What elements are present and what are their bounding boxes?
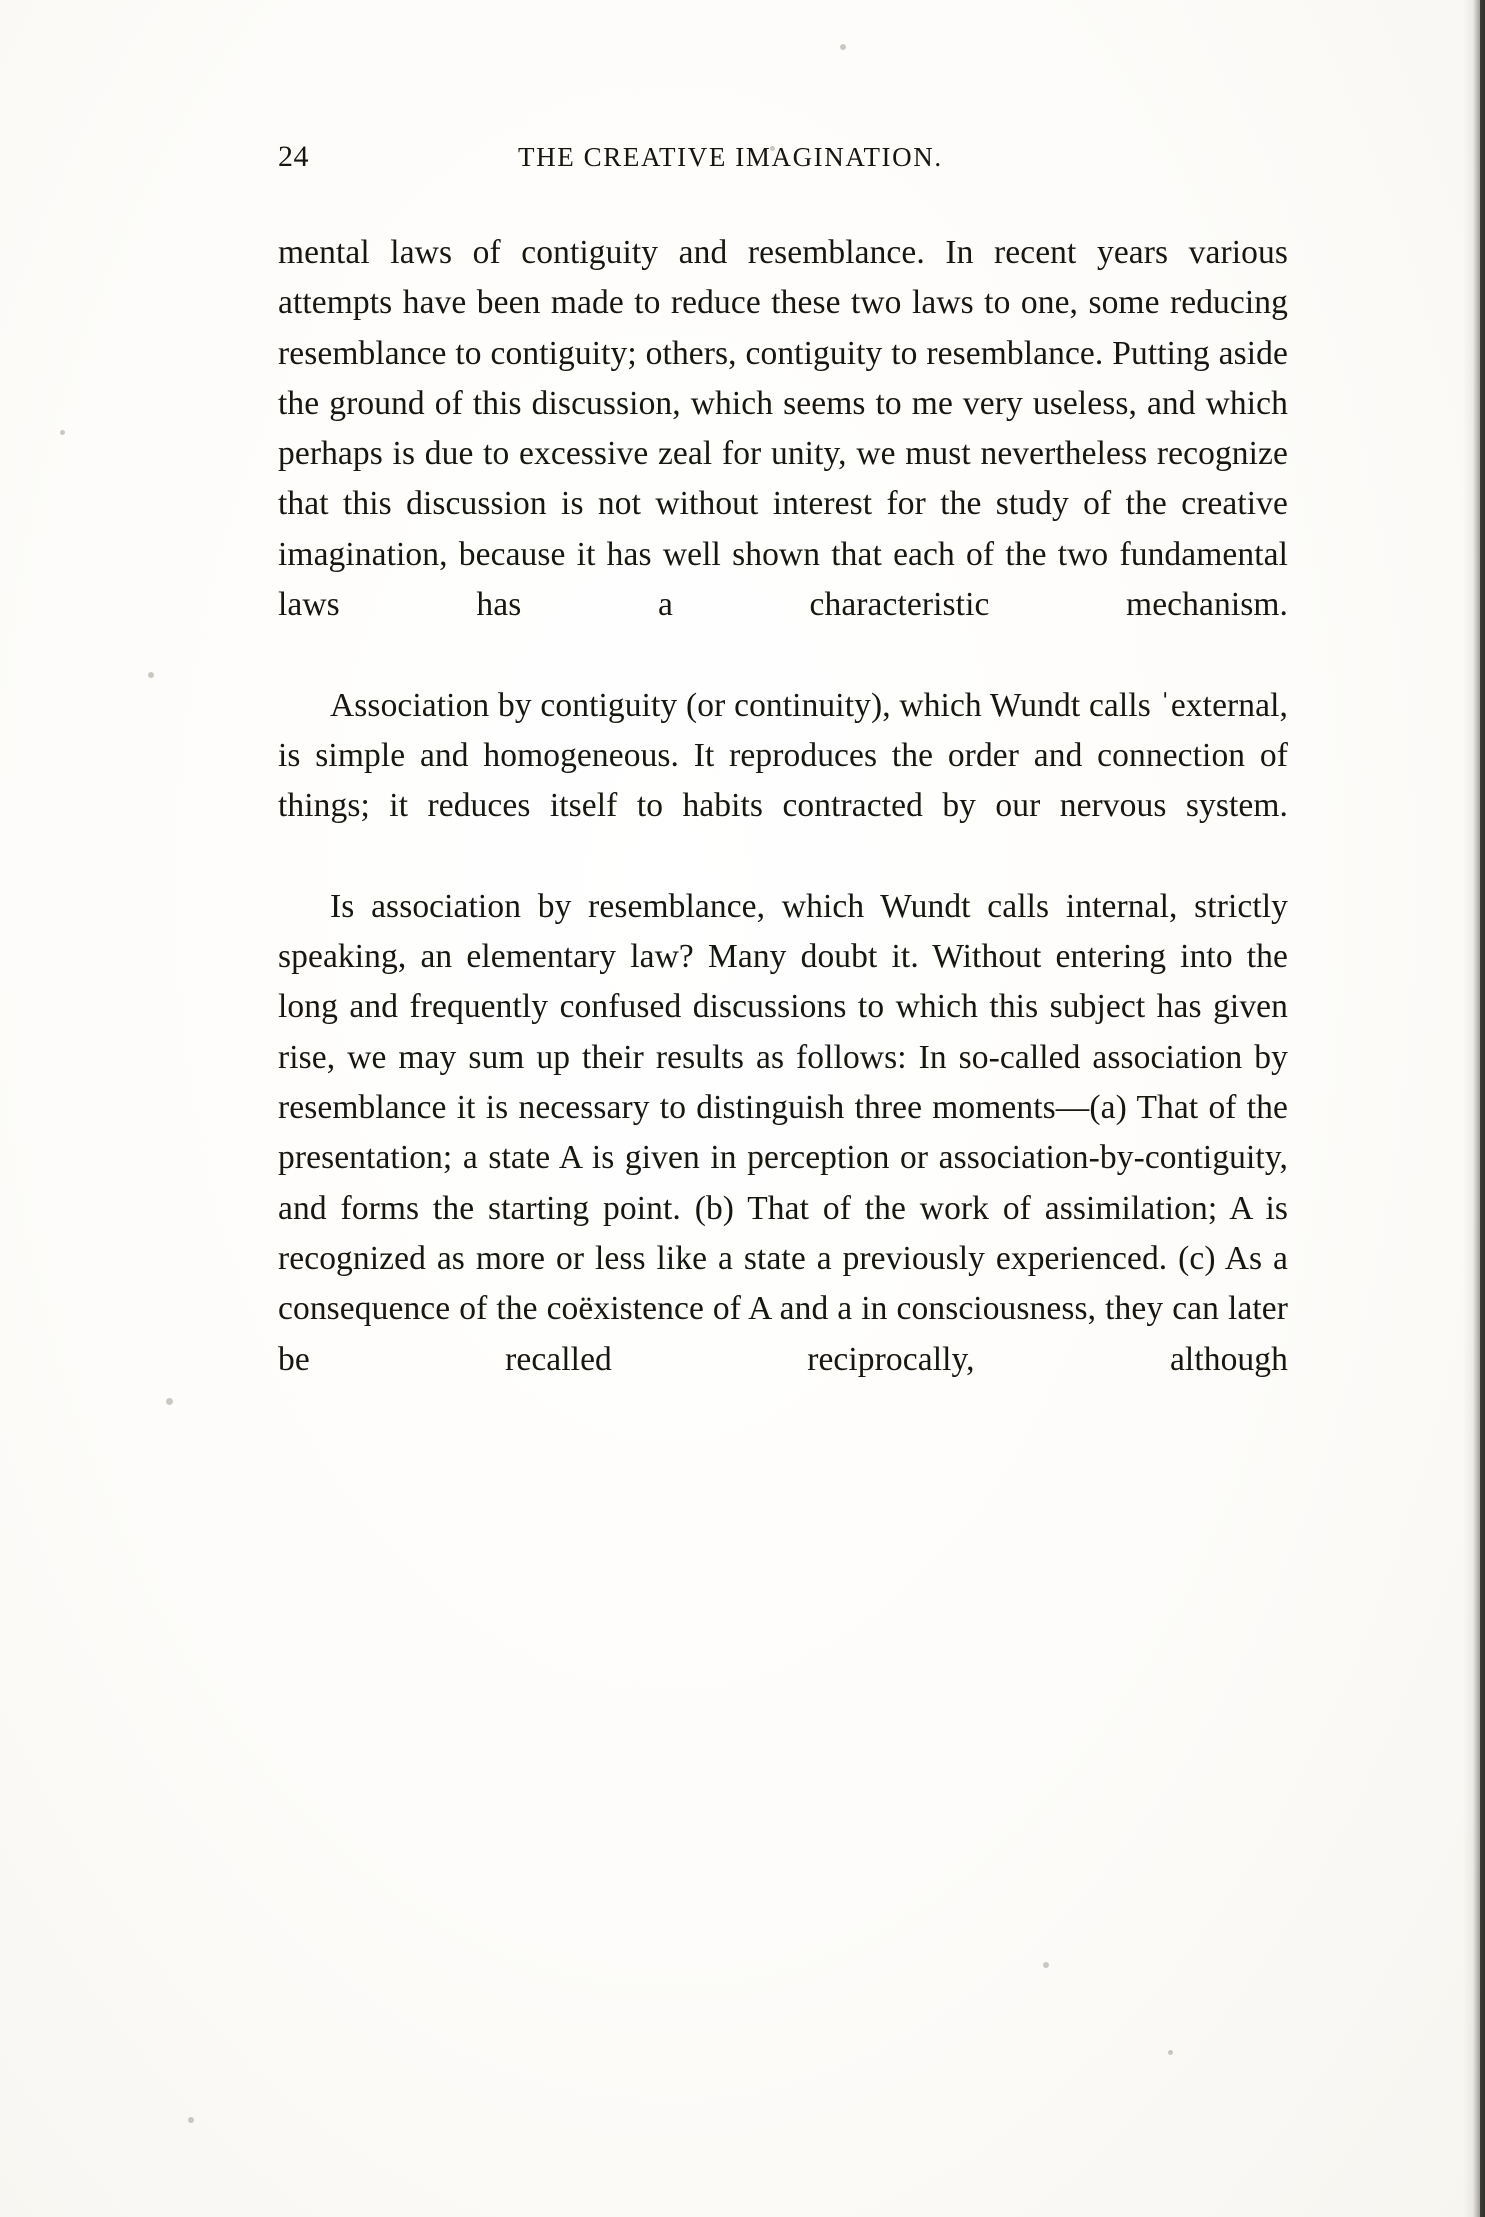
scan-speck [1043,1962,1049,1968]
body-text [278,228,1288,1435]
paragraph: Association by contiguity (or continuity), which Wundt calls ˈexternal, is simple and homogeneous. It reproduces the order and connection of things; it reduces itself to habits contracted by our nervous system. [278,686,1288,825]
paragraph: Is association by resemblance, which Wundt calls internal, strictly speaking, an elementary law? Many doubt it. Without entering into the long and frequently confused discussions to which this subject has given rise, we may sum up their results as follows: In so-called association by resemblance it is necessary to distinguish three moments—(a) That of the presentation; a state A is given in perception or association-by-contiguity, and forms the starting point. (b) That of the work of assimilation; A is recognized as more or less like a state a previously experienced. (c) As a consequence of the coëxistence of A and a in consciousness, they can later be recalled reciprocally, although [278,887,1288,1378]
scan-speck [1168,2050,1173,2055]
book-title-header: THE CREATIVE IMAGINATION. [518,142,943,172]
page-number: 24 [278,140,309,173]
scan-speck [166,1398,173,1405]
paragraph: mental laws of contiguity and resemblance. In recent years various attempts have been made to reduce these two laws to one, some reducing resemblance to contiguity; others, contiguity to resemblance. Putting aside the ground of this discussion, which seems to me very useless, and which perhaps is due to excessive zeal for unity, we must nevertheless recognize that this discussion is not without interest for the study of the creative imagination, because it has well shown that each of the two fundamental laws has a characteristic mechanism. [278,234,1288,624]
scan-speck [840,44,846,50]
running-head [278,140,1278,180]
scan-speck [188,2117,194,2123]
page-edge-border [1480,0,1485,2217]
scan-speck [60,430,65,435]
scan-speck [148,672,154,678]
